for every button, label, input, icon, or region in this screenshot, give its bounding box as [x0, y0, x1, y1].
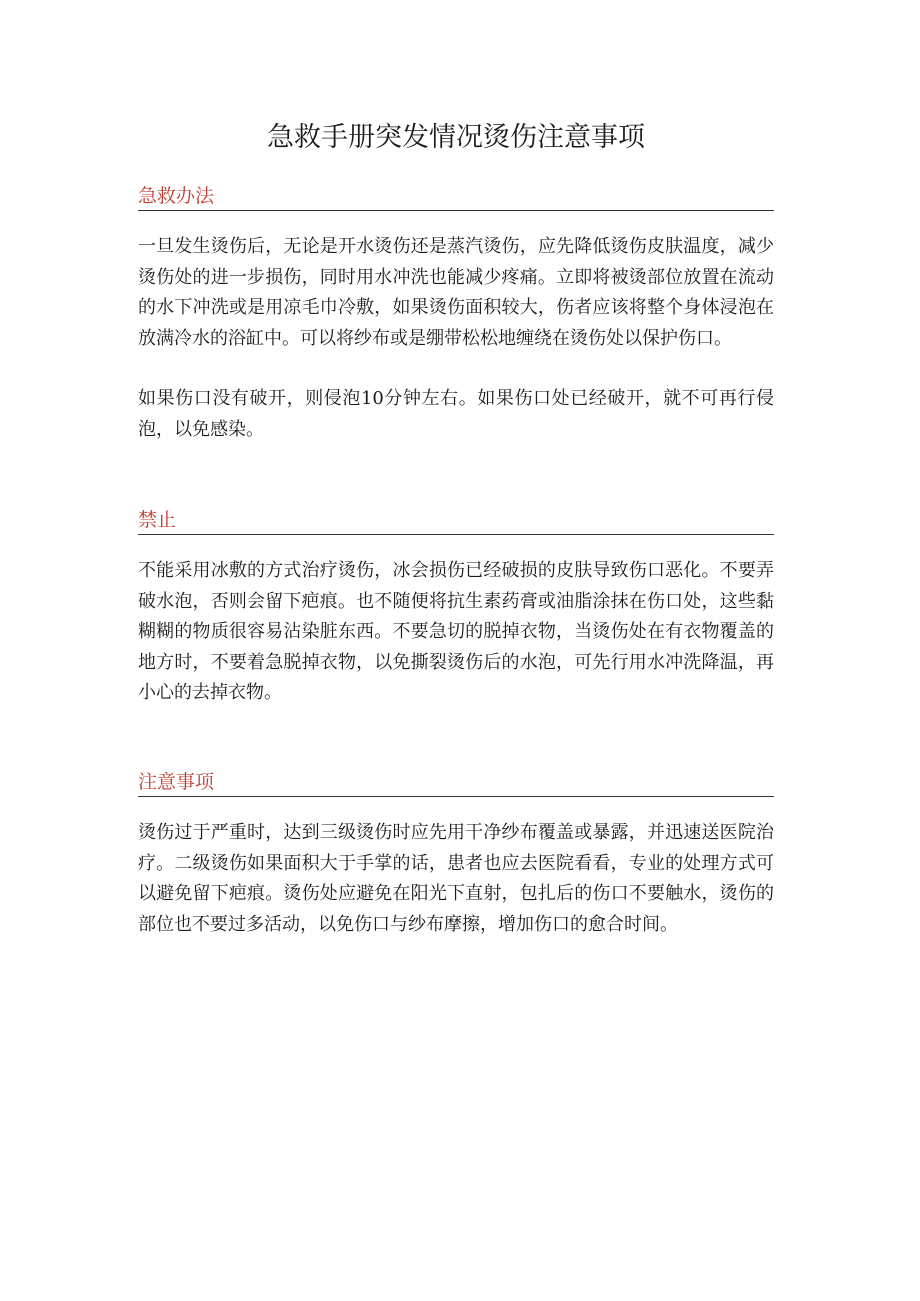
section-heading-prohibited: 禁止: [138, 508, 774, 535]
section-precautions: [138, 770, 774, 940]
section-prohibited: [138, 508, 774, 709]
precautions-paragraph-1: 烫伤过于严重时，达到三级烫伤时应先用干净纱布覆盖或暴露，并迅速送医院治疗。二级烫伤如果面积大于手掌的话，患者也应去医院看看，专业的处理方式可以避免留下疤痕。烫伤处应避免在阳光下直射，包扎后的伤口不要触水，烫伤的部位也不要过多活动，以免伤口与纱布摩擦，增加伤口的愈合时间。: [138, 822, 774, 935]
first-aid-paragraph-1: 一旦发生烫伤后，无论是开水烫伤还是蒸汽烫伤，应先降低烫伤皮肤温度，减少烫伤处的进一步损伤，同时用水冲洗也能减少疼痛。立即将被烫部位放置在流动的水下冲洗或是用凉毛巾冷敷，如果烫伤面积较大，伤者应该将整个身体浸泡在放满冷水的浴缸中。可以将纱布或是绷带松松地缠绕在烫伤处以保护伤口。: [138, 236, 774, 349]
first-aid-paragraph-2: 如果伤口没有破开，则侵泡10分钟左右。如果伤口处已经破开，就不可再行侵泡，以免感染。: [138, 388, 774, 440]
section-heading-precautions: 注意事项: [138, 770, 774, 797]
section-first-aid: [138, 184, 774, 445]
section-heading-first-aid: 急救办法: [138, 184, 774, 211]
document-title: 急救手册突发情况烫伤注意事项: [267, 122, 645, 153]
prohibited-paragraph-1: 不能采用冰敷的方式治疗烫伤，冰会损伤已经破损的皮肤导致伤口恶化。不要弄破水泡，否则会留下疤痕。也不随便将抗生素药膏或油脂涂抹在伤口处，这些黏糊糊的物质很容易沾染脏东西。不要急切的脱掉衣物，当烫伤处在有衣物覆盖的地方时，不要着急脱掉衣物，以免撕裂烫伤后的水泡，可先行用水冲洗降温，再小心的去掉衣物。: [138, 560, 774, 703]
